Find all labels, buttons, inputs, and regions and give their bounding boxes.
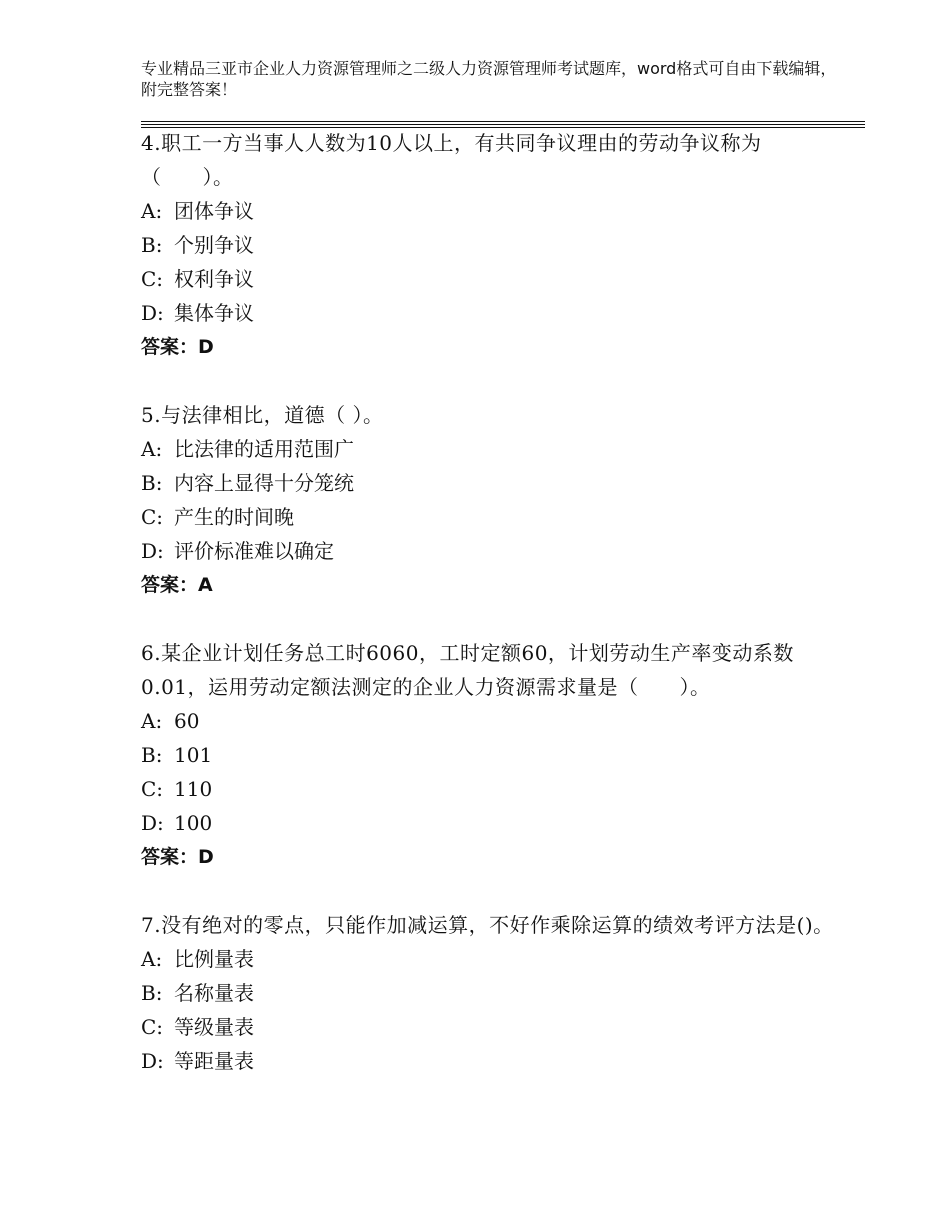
option-text: 权利争议 [174, 267, 254, 291]
option-letter: D: [141, 811, 164, 835]
option-letter: D: [141, 1049, 164, 1073]
answer-label: 答案：D [141, 336, 214, 358]
option-text: 等级量表 [174, 1015, 254, 1039]
option-letter: B: [141, 471, 163, 495]
option-d [141, 534, 841, 568]
option-c [141, 772, 841, 806]
option-d [141, 806, 841, 840]
option-c [141, 1010, 841, 1044]
option-a [141, 942, 841, 976]
option-text: 100 [174, 811, 213, 835]
question-item [141, 126, 841, 398]
option-letter: D: [141, 539, 164, 563]
document-header: 专业精品三亚市企业人力资源管理师之二级人力资源管理师考试题库，word格式可自由下载编辑，附完整答案！ [141, 59, 837, 99]
option-text: 内容上显得十分笼统 [174, 471, 354, 495]
option-letter: A: [141, 199, 163, 223]
option-c [141, 500, 841, 534]
option-a [141, 194, 841, 228]
question-stem: 7.没有绝对的零点，只能作加减运算，不好作乘除运算的绩效考评方法是()。 [141, 913, 834, 937]
option-text: 团体争议 [174, 199, 254, 223]
option-text: 110 [174, 777, 213, 801]
option-text: 101 [174, 743, 213, 767]
option-text: 比例量表 [174, 947, 254, 971]
option-d [141, 1044, 841, 1078]
option-c [141, 262, 841, 296]
header-rule [141, 121, 865, 122]
option-letter: A: [141, 947, 163, 971]
question-spacer [141, 874, 841, 908]
question-stem: 4.职工一方当事人人数为10人以上，有共同争议理由的劳动争议称为（ ）。 [141, 131, 762, 189]
option-b [141, 228, 841, 262]
header-rule [141, 124, 865, 125]
question-spacer [141, 602, 841, 636]
option-text: 集体争议 [174, 301, 254, 325]
option-a [141, 432, 841, 466]
option-text: 产生的时间晚 [174, 505, 294, 529]
option-text: 个别争议 [174, 233, 254, 257]
question-item [141, 908, 841, 1078]
option-text: 评价标准难以确定 [174, 539, 334, 563]
question-item [141, 636, 841, 908]
option-letter: B: [141, 743, 163, 767]
option-text: 名称量表 [174, 981, 254, 1005]
option-letter: A: [141, 437, 163, 461]
answer-label: 答案：D [141, 846, 214, 868]
option-d [141, 296, 841, 330]
option-letter: C: [141, 267, 164, 291]
option-b [141, 738, 841, 772]
option-text: 等距量表 [174, 1049, 254, 1073]
option-text: 比法律的适用范围广 [174, 437, 354, 461]
option-letter: C: [141, 1015, 164, 1039]
option-letter: C: [141, 777, 164, 801]
question-list [141, 126, 841, 1078]
answer-label: 答案：A [141, 574, 213, 596]
question-item [141, 398, 841, 636]
question-stem: 5.与法律相比，道德（ ）。 [141, 403, 384, 427]
question-spacer [141, 364, 841, 398]
option-letter: B: [141, 233, 163, 257]
option-b [141, 466, 841, 500]
option-b [141, 976, 841, 1010]
option-letter: C: [141, 505, 164, 529]
option-letter: D: [141, 301, 164, 325]
question-stem: 6.某企业计划任务总工时6060，工时定额60，计划劳动生产率变动系数0.01，运用劳动定额法测定的企业人力资源需求量是（ ）。 [141, 641, 794, 699]
option-letter: B: [141, 981, 163, 1005]
option-letter: A: [141, 709, 163, 733]
option-text: 60 [174, 709, 200, 733]
option-a [141, 704, 841, 738]
